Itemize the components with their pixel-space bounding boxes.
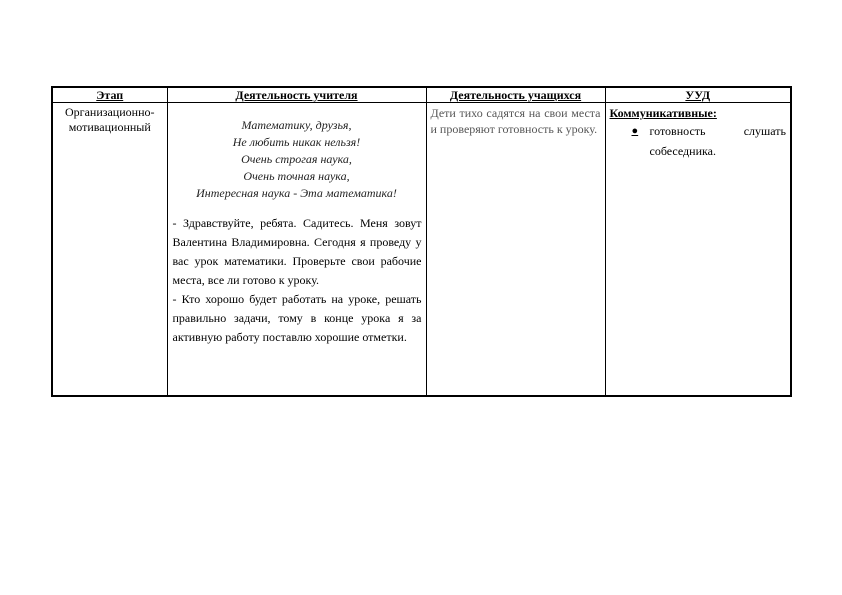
header-student-activity: Деятельность учащихся <box>426 87 605 103</box>
bullet-icon: ● <box>631 125 639 137</box>
uud-list-item <box>606 121 791 161</box>
stage-row <box>52 103 791 397</box>
uud-item-text: готовность слушать собеседника. <box>649 124 786 158</box>
uud-heading: Коммуникативные: <box>609 106 717 120</box>
header-uud: УУД <box>605 87 791 103</box>
poem-line: Математику, друзья, <box>241 118 352 132</box>
student-activity-cell <box>426 103 605 397</box>
poem-line: Очень строгая наука, <box>241 152 352 166</box>
header-stage: Этап <box>52 87 167 103</box>
uud-cell <box>605 103 791 397</box>
stage-cell <box>52 103 167 397</box>
speech-paragraph: - Кто хорошо будет работать на уроке, решать правильно задачи, тому в конце урока я за активную работу поставлю хорошие отметки. <box>172 292 422 344</box>
lesson-plan-table <box>51 86 792 397</box>
poem-line: Очень точная наука, <box>243 169 350 183</box>
header-row <box>52 87 791 103</box>
teacher-activity-cell <box>167 103 426 397</box>
teacher-speech <box>168 214 426 347</box>
header-teacher-activity: Деятельность учителя <box>167 87 426 103</box>
student-activity-text: Дети тихо садятся на свои места и проверяют готовность к уроку. <box>430 106 601 136</box>
stage-name: Организационно-мотивационный <box>64 105 155 134</box>
speech-paragraph: - Здравствуйте, ребята. Садитесь. Меня зовут Валентина Владимировна. Сегодня я проведу у вас урок математики. Проверьте свои рабочие места, все ли готово к уроку. <box>172 216 422 287</box>
teacher-poem <box>168 117 426 202</box>
poem-line: Не любить никак нельзя! <box>232 135 361 149</box>
poem-line: Интересная наука - Эта математика! <box>196 186 397 200</box>
